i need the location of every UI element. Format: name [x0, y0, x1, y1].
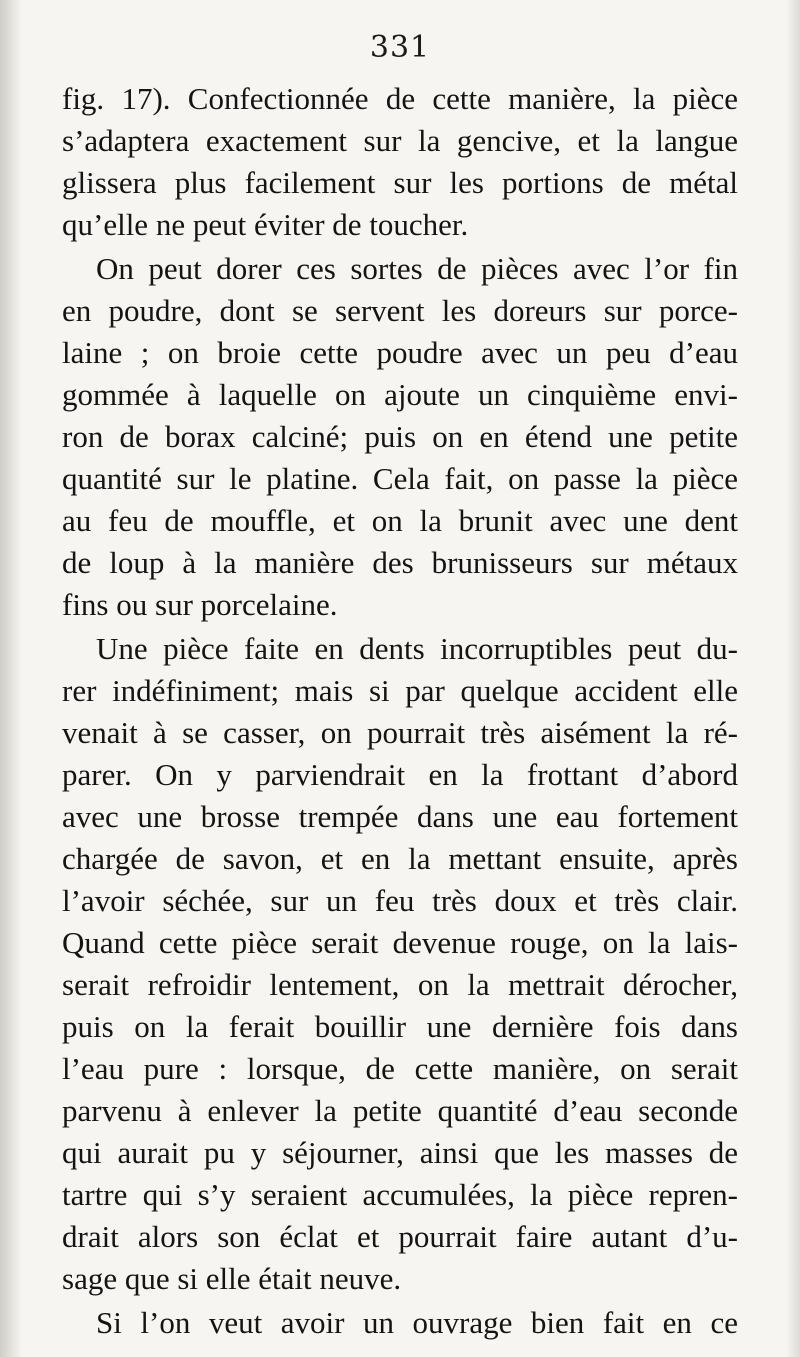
- text-line: l’avoir séchée, sur un feu très doux et très clair.: [62, 883, 738, 918]
- page-gutter-shadow: [0, 0, 22, 1357]
- text-line: laine ; on broie cette poudre avec un peu d’eau: [62, 335, 738, 370]
- text-line: chargée de savon, et en la mettant ensuite, après: [62, 841, 738, 876]
- text-line: en poudre, dont se servent les doreurs sur porce-: [62, 293, 738, 328]
- text-line: au feu de mouffle, et on la brunit avec une dent: [62, 503, 738, 538]
- paragraph-first-line: Une pièce faite en dents incorruptibles peut du-: [96, 631, 738, 666]
- text-line: gommée à laquelle on ajoute un cinquième envi-: [62, 377, 738, 412]
- text-line: fins ou sur porcelaine.: [62, 587, 338, 622]
- text-line: s’adaptera exactement sur la gencive, et la langue: [62, 123, 738, 158]
- body-text: [62, 78, 738, 1344]
- text-line: fig. 17). Confectionnée de cette manière, la pièce: [62, 81, 738, 116]
- text-line: glissera plus facilement sur les portions de métal: [62, 165, 738, 200]
- text-line: qui aurait pu y séjourner, ainsi que les masses de: [62, 1135, 738, 1170]
- paragraph-first-line: On peut dorer ces sortes de pièces avec l’or fin: [96, 251, 738, 286]
- text-line: avec une brosse trempée dans une eau fortement: [62, 799, 738, 834]
- text-line: parvenu à enlever la petite quantité d’eau seconde: [62, 1093, 738, 1128]
- text-line: de loup à la manière des brunisseurs sur métaux: [62, 545, 738, 580]
- text-line: ron de borax calciné; puis on en étend une petite: [62, 419, 738, 454]
- text-line: quantité sur le platine. Cela fait, on passe la pièce: [62, 461, 738, 496]
- text-line: parer. On y parviendrait en la frottant d’abord: [62, 757, 738, 792]
- text-line: drait alors son éclat et pourrait faire autant d’u-: [62, 1219, 738, 1254]
- page-number: 331: [369, 30, 431, 65]
- text-line: puis on la ferait bouillir une dernière fois dans: [62, 1009, 738, 1044]
- text-line: qu’elle ne peut éviter de toucher.: [62, 207, 469, 242]
- page-edge-shadow: [786, 0, 800, 1357]
- text-line: serait refroidir lentement, on la mettrait dérocher,: [62, 967, 738, 1002]
- text-line: tartre qui s’y seraient accumulées, la pièce repren-: [62, 1177, 738, 1212]
- text-line: l’eau pure : lorsque, de cette manière, on serait: [62, 1051, 738, 1086]
- text-line: rer indéfiniment; mais si par quelque accident elle: [62, 673, 738, 708]
- text-line: venait à se casser, on pourrait très aisément la ré-: [62, 715, 738, 750]
- text-line: sage que si elle était neuve.: [62, 1261, 402, 1296]
- paragraph-first-line: Si l’on veut avoir un ouvrage bien fait en ce: [96, 1305, 738, 1340]
- text-line: Quand cette pièce serait devenue rouge, on la lais-: [62, 925, 738, 960]
